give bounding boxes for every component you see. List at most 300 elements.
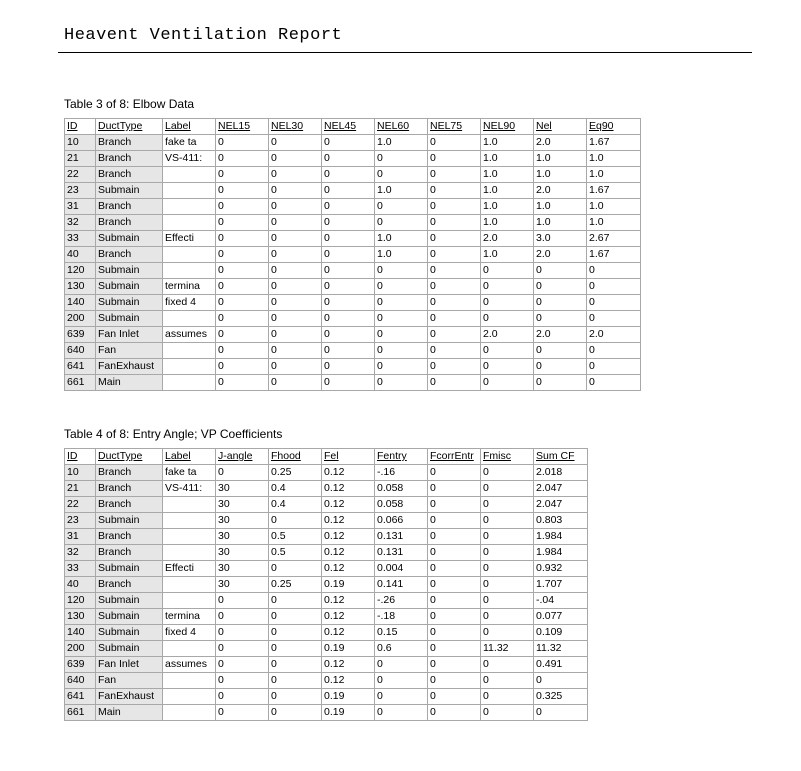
table-cell: 0.12: [322, 513, 375, 529]
table-cell: [163, 199, 216, 215]
table-cell: 0: [375, 705, 428, 721]
table-cell: 2.0: [534, 327, 587, 343]
table3-header-id: ID: [65, 119, 96, 135]
table-cell: 11.32: [534, 641, 588, 657]
table-cell: 0: [216, 151, 269, 167]
table-row: [65, 497, 588, 513]
table-cell: Submain: [96, 625, 163, 641]
table-cell: 1.984: [534, 529, 588, 545]
table-cell: 1.67: [587, 135, 641, 151]
elbow-data-table: [64, 118, 641, 391]
table-cell: Branch: [96, 199, 163, 215]
table-cell: 1.984: [534, 545, 588, 561]
table-cell: 200: [65, 311, 96, 327]
table-cell: Branch: [96, 577, 163, 593]
table-cell: 661: [65, 705, 96, 721]
table-cell: 0: [428, 465, 481, 481]
table-cell: 0.058: [375, 481, 428, 497]
table-cell: [163, 577, 216, 593]
table-cell: 0: [481, 311, 534, 327]
table-cell: 0: [428, 641, 481, 657]
table-cell: 0: [534, 359, 587, 375]
table-cell: 0: [534, 311, 587, 327]
table-cell: fixed 4: [163, 625, 216, 641]
table3-header-row: [65, 119, 641, 135]
table-cell: 30: [216, 529, 269, 545]
table-cell: Submain: [96, 183, 163, 199]
table4-header-ducttype: DuctType: [96, 449, 163, 465]
table-cell: 0: [216, 673, 269, 689]
table-cell: 0: [534, 343, 587, 359]
title-divider: [58, 52, 752, 53]
table-cell: Effecti: [163, 561, 216, 577]
table4-body: [65, 465, 588, 721]
table-row: [65, 529, 588, 545]
table-row: [65, 625, 588, 641]
table-cell: 0: [428, 263, 481, 279]
table-cell: 0: [428, 135, 481, 151]
table-cell: 0: [322, 231, 375, 247]
table-row: [65, 465, 588, 481]
table-cell: 1.0: [534, 151, 587, 167]
table-cell: [163, 247, 216, 263]
table-cell: 0: [322, 359, 375, 375]
table-cell: 0: [587, 375, 641, 391]
table-cell: assumes: [163, 657, 216, 673]
table-cell: 0: [375, 375, 428, 391]
table-cell: 1.0: [375, 247, 428, 263]
table-cell: [163, 183, 216, 199]
table-cell: 0.4: [269, 497, 322, 513]
table3-header-nel75: NEL75: [428, 119, 481, 135]
table-cell: 1.0: [375, 135, 428, 151]
table-cell: 0: [322, 295, 375, 311]
table-cell: Fan Inlet: [96, 657, 163, 673]
table-cell: 0: [428, 577, 481, 593]
table-cell: 31: [65, 529, 96, 545]
table4-header-fel: Fel: [322, 449, 375, 465]
table-cell: 0: [216, 689, 269, 705]
table-cell: 0: [269, 513, 322, 529]
table-row: [65, 375, 641, 391]
table-row: [65, 151, 641, 167]
table-cell: Branch: [96, 135, 163, 151]
table-cell: 0: [322, 151, 375, 167]
table-cell: 1.0: [481, 183, 534, 199]
table-row: [65, 513, 588, 529]
table-cell: -.04: [534, 593, 588, 609]
table-row: [65, 263, 641, 279]
table-cell: 0.12: [322, 481, 375, 497]
table-cell: Fan: [96, 673, 163, 689]
table-cell: 0: [322, 279, 375, 295]
table3-header-nel90: NEL90: [481, 119, 534, 135]
table-cell: 0: [375, 359, 428, 375]
table-cell: 0: [322, 343, 375, 359]
table-cell: Submain: [96, 295, 163, 311]
table-cell: 0: [269, 375, 322, 391]
table-cell: 0.066: [375, 513, 428, 529]
table-cell: 0: [269, 263, 322, 279]
table-cell: Branch: [96, 497, 163, 513]
table-cell: 0: [216, 609, 269, 625]
table-cell: termina: [163, 279, 216, 295]
table-cell: 0: [269, 279, 322, 295]
table-cell: 0.5: [269, 545, 322, 561]
table-row: [65, 673, 588, 689]
table-cell: 0: [481, 561, 534, 577]
table-cell: 0: [216, 657, 269, 673]
table-cell: 0: [481, 609, 534, 625]
table-cell: 23: [65, 183, 96, 199]
table-cell: 0: [375, 343, 428, 359]
table-cell: 120: [65, 593, 96, 609]
table-cell: 0: [481, 689, 534, 705]
table-cell: 11.32: [481, 641, 534, 657]
table-cell: 0.12: [322, 625, 375, 641]
table-cell: 1.0: [375, 231, 428, 247]
table4-header-sum-cf: Sum CF: [534, 449, 588, 465]
table-row: [65, 343, 641, 359]
table-cell: 0.12: [322, 529, 375, 545]
table-cell: 0: [534, 705, 588, 721]
table-cell: 0: [481, 529, 534, 545]
table-cell: 0: [428, 673, 481, 689]
table-cell: 0: [216, 625, 269, 641]
table-cell: 0: [269, 295, 322, 311]
table-cell: 1.67: [587, 247, 641, 263]
table-cell: [163, 375, 216, 391]
table-cell: 0: [216, 343, 269, 359]
table-cell: 30: [216, 577, 269, 593]
table-cell: 0: [216, 705, 269, 721]
table-cell: 0: [216, 247, 269, 263]
table-cell: 0.19: [322, 577, 375, 593]
table-cell: 1.0: [534, 199, 587, 215]
table-cell: -.18: [375, 609, 428, 625]
table4-header-label: Label: [163, 449, 216, 465]
table-cell: 0.12: [322, 657, 375, 673]
table-cell: Branch: [96, 481, 163, 497]
table-cell: 0: [375, 279, 428, 295]
table-cell: 0: [481, 673, 534, 689]
table-cell: 130: [65, 279, 96, 295]
table-cell: Branch: [96, 465, 163, 481]
table-cell: 0: [269, 561, 322, 577]
table-cell: 0: [322, 199, 375, 215]
table-cell: 23: [65, 513, 96, 529]
table-cell: 0: [481, 279, 534, 295]
table-cell: 0: [216, 359, 269, 375]
table-cell: 0: [428, 513, 481, 529]
table-cell: 0: [481, 625, 534, 641]
table-cell: 0: [269, 311, 322, 327]
table-cell: 640: [65, 673, 96, 689]
table-cell: 0: [428, 545, 481, 561]
table-cell: Main: [96, 375, 163, 391]
table-cell: 1.0: [481, 247, 534, 263]
table-cell: 3.0: [534, 231, 587, 247]
table-cell: 0: [428, 327, 481, 343]
table-cell: 0.109: [534, 625, 588, 641]
table-cell: 0.25: [269, 465, 322, 481]
table-row: [65, 199, 641, 215]
table-cell: 30: [216, 513, 269, 529]
table-cell: 0: [269, 641, 322, 657]
table-cell: 0: [322, 247, 375, 263]
table-cell: 1.0: [481, 199, 534, 215]
table3-header-nel45: NEL45: [322, 119, 375, 135]
table-cell: 0: [428, 705, 481, 721]
table-cell: [163, 359, 216, 375]
table-cell: termina: [163, 609, 216, 625]
table-cell: 0: [375, 295, 428, 311]
table-cell: 0.12: [322, 465, 375, 481]
table3-header-nel15: NEL15: [216, 119, 269, 135]
table-cell: 0.058: [375, 497, 428, 513]
table-cell: 0.5: [269, 529, 322, 545]
table-cell: [163, 497, 216, 513]
table-cell: 0.12: [322, 561, 375, 577]
table-cell: VS-411:: [163, 151, 216, 167]
table-cell: Effecti: [163, 231, 216, 247]
table-cell: 661: [65, 375, 96, 391]
table-cell: Submain: [96, 609, 163, 625]
table-cell: 0: [534, 673, 588, 689]
table-cell: 0: [481, 465, 534, 481]
table-cell: 0: [375, 263, 428, 279]
table-cell: Submain: [96, 641, 163, 657]
table-cell: 10: [65, 465, 96, 481]
table-cell: 0: [428, 625, 481, 641]
table-cell: VS-411:: [163, 481, 216, 497]
table-cell: [163, 545, 216, 561]
table-cell: Branch: [96, 529, 163, 545]
table-cell: 0: [428, 151, 481, 167]
table-cell: 40: [65, 247, 96, 263]
table-cell: 0: [587, 263, 641, 279]
table-cell: 639: [65, 327, 96, 343]
table-cell: 10: [65, 135, 96, 151]
entry-angle-table: [64, 448, 588, 721]
table-cell: 0.12: [322, 609, 375, 625]
table-cell: Submain: [96, 311, 163, 327]
table4-header-id: ID: [65, 449, 96, 465]
table-cell: 1.0: [375, 183, 428, 199]
table-cell: 2.67: [587, 231, 641, 247]
table-cell: fake ta: [163, 135, 216, 151]
table-cell: 0: [481, 497, 534, 513]
table-cell: 0: [481, 375, 534, 391]
table-cell: 0: [428, 215, 481, 231]
table-cell: 0: [216, 199, 269, 215]
table-cell: 0.131: [375, 545, 428, 561]
table-cell: 32: [65, 545, 96, 561]
table-cell: Branch: [96, 247, 163, 263]
table-cell: 0: [269, 657, 322, 673]
table-cell: Branch: [96, 215, 163, 231]
table-cell: 0: [428, 561, 481, 577]
table-cell: [163, 529, 216, 545]
table-cell: [163, 343, 216, 359]
table-cell: 0.803: [534, 513, 588, 529]
table-cell: 0: [587, 343, 641, 359]
table-cell: 0: [216, 465, 269, 481]
table-cell: 0: [428, 593, 481, 609]
table3-body: [65, 135, 641, 391]
table-cell: 0: [322, 135, 375, 151]
table4-header-j-angle: J-angle: [216, 449, 269, 465]
table-cell: 0: [428, 183, 481, 199]
table-cell: 0.15: [375, 625, 428, 641]
table-cell: 0: [322, 375, 375, 391]
table-cell: 0: [269, 359, 322, 375]
table-cell: 0: [428, 199, 481, 215]
table-cell: 0: [428, 689, 481, 705]
table-cell: 0: [269, 183, 322, 199]
table-cell: 0: [322, 183, 375, 199]
table-cell: 0: [375, 151, 428, 167]
table-cell: 0: [269, 167, 322, 183]
table-row: [65, 135, 641, 151]
table-cell: 30: [216, 545, 269, 561]
table-row: [65, 689, 588, 705]
table-cell: -.26: [375, 593, 428, 609]
table-cell: 0: [481, 545, 534, 561]
table-cell: 0: [375, 311, 428, 327]
table-cell: 0: [216, 375, 269, 391]
table-cell: 0: [534, 279, 587, 295]
table-row: [65, 327, 641, 343]
table-cell: 0: [587, 359, 641, 375]
table-cell: Branch: [96, 167, 163, 183]
table-cell: 2.0: [534, 183, 587, 199]
table-cell: 1.0: [481, 215, 534, 231]
table-cell: 0: [375, 327, 428, 343]
table-cell: 0: [481, 263, 534, 279]
table-cell: 140: [65, 295, 96, 311]
table-cell: 0: [481, 513, 534, 529]
table-cell: 0: [269, 215, 322, 231]
table-cell: 0.19: [322, 689, 375, 705]
table-cell: Submain: [96, 263, 163, 279]
table4-header-fcorrentr: FcorrEntr: [428, 449, 481, 465]
table-cell: [163, 263, 216, 279]
table-row: [65, 231, 641, 247]
table-cell: 0: [269, 609, 322, 625]
table4-header-fmisc: Fmisc: [481, 449, 534, 465]
table-cell: 0: [428, 295, 481, 311]
table-cell: 0: [375, 167, 428, 183]
table-cell: 0: [269, 673, 322, 689]
table-cell: 640: [65, 343, 96, 359]
table-cell: 0.141: [375, 577, 428, 593]
table-cell: 0: [428, 343, 481, 359]
table-cell: 0.12: [322, 497, 375, 513]
table-cell: 0: [481, 593, 534, 609]
table-cell: 0: [481, 577, 534, 593]
table-cell: 1.0: [587, 199, 641, 215]
table-cell: 21: [65, 481, 96, 497]
table-cell: 0: [216, 215, 269, 231]
table-row: [65, 545, 588, 561]
table-cell: 0: [269, 231, 322, 247]
table-cell: 22: [65, 497, 96, 513]
table-cell: 0.932: [534, 561, 588, 577]
table-cell: 0: [587, 311, 641, 327]
table-cell: 2.047: [534, 497, 588, 513]
table-row: [65, 609, 588, 625]
table-cell: 0: [534, 295, 587, 311]
table-cell: [163, 215, 216, 231]
table-cell: [163, 311, 216, 327]
table-cell: 1.0: [481, 135, 534, 151]
table-cell: 641: [65, 689, 96, 705]
table3-header-eq90: Eq90: [587, 119, 641, 135]
table-cell: 0: [375, 199, 428, 215]
table-cell: 0.19: [322, 705, 375, 721]
table-cell: 0: [428, 497, 481, 513]
table-cell: FanExhaust: [96, 359, 163, 375]
table-cell: 33: [65, 231, 96, 247]
table-cell: 0: [428, 375, 481, 391]
table-cell: 0: [216, 231, 269, 247]
table-cell: [163, 593, 216, 609]
table-cell: 0: [322, 263, 375, 279]
table-cell: 0.131: [375, 529, 428, 545]
table-cell: 0: [269, 135, 322, 151]
table-cell: 0: [322, 167, 375, 183]
table3-header-label: Label: [163, 119, 216, 135]
table-cell: 200: [65, 641, 96, 657]
table-cell: 2.018: [534, 465, 588, 481]
table-cell: Main: [96, 705, 163, 721]
table-cell: 641: [65, 359, 96, 375]
table-cell: fake ta: [163, 465, 216, 481]
table4-header-row: [65, 449, 588, 465]
table-cell: 32: [65, 215, 96, 231]
table-cell: 33: [65, 561, 96, 577]
table-cell: 140: [65, 625, 96, 641]
table-cell: 0: [534, 263, 587, 279]
table-row: [65, 593, 588, 609]
table-cell: 0: [481, 295, 534, 311]
table-cell: 0: [269, 689, 322, 705]
table-cell: 0: [428, 481, 481, 497]
table-cell: 0: [269, 593, 322, 609]
table-cell: 0: [216, 295, 269, 311]
table-cell: 0: [216, 167, 269, 183]
table-cell: 120: [65, 263, 96, 279]
table-cell: 0: [428, 231, 481, 247]
table-row: [65, 167, 641, 183]
table-cell: 0: [216, 279, 269, 295]
table-cell: 1.0: [587, 167, 641, 183]
table-cell: 0: [216, 641, 269, 657]
table-cell: Submain: [96, 513, 163, 529]
table-cell: 0: [375, 689, 428, 705]
table-cell: Fan Inlet: [96, 327, 163, 343]
table-cell: 1.67: [587, 183, 641, 199]
table-cell: 0.12: [322, 593, 375, 609]
table-row: [65, 279, 641, 295]
table-cell: 1.0: [534, 215, 587, 231]
table-row: [65, 577, 588, 593]
table-cell: 130: [65, 609, 96, 625]
table-cell: 2.0: [534, 135, 587, 151]
table-cell: 0.12: [322, 545, 375, 561]
table-cell: 2.0: [534, 247, 587, 263]
